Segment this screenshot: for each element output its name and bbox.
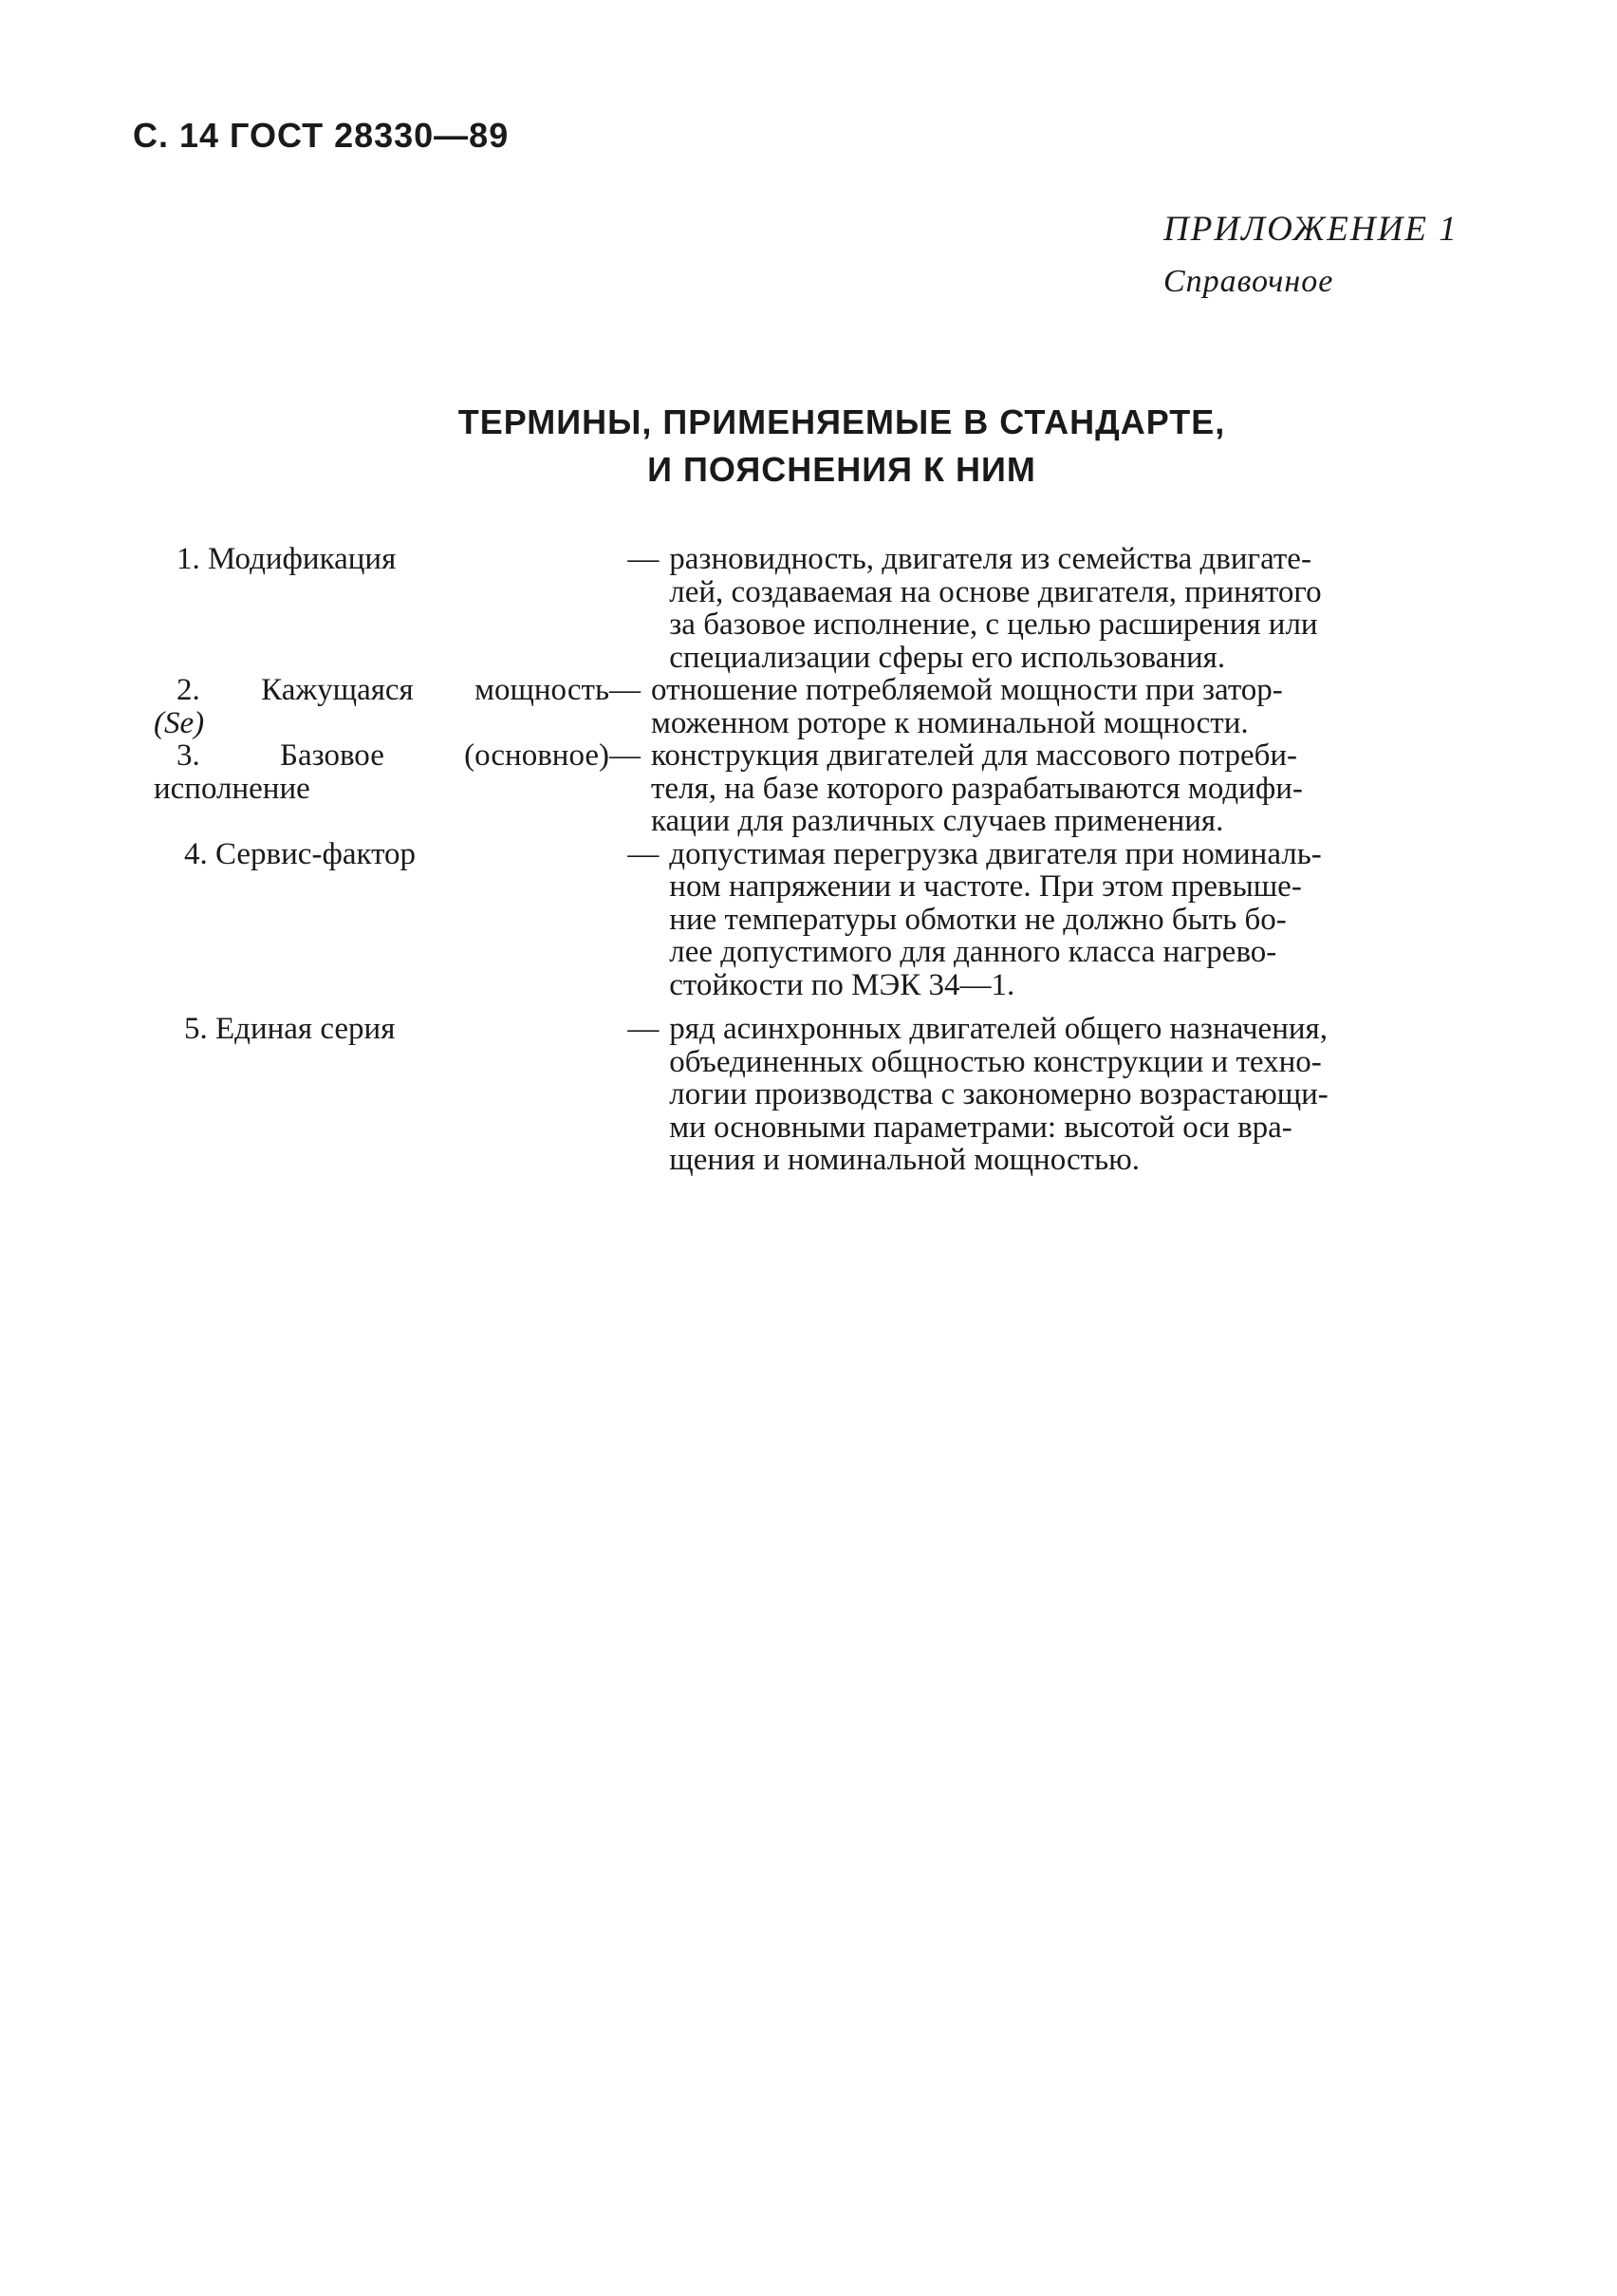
term-definition <box>669 543 1482 674</box>
definition-line: теля, на базе которого разрабатываются модифи- <box>651 771 1303 806</box>
definition-line: логии производства с закономерно возрастающи- <box>669 1077 1329 1111</box>
definition-line: лее допустимого для данного класса нагрево- <box>669 935 1277 969</box>
term-dash: — <box>609 673 641 707</box>
term-entry <box>154 739 1482 838</box>
definition-line: кации для различных случаев применения. <box>651 804 1224 838</box>
definition-line: ном напряжении и частоте. При этом превыше- <box>669 869 1302 904</box>
term-name <box>154 739 609 838</box>
term-definition <box>651 674 1465 739</box>
term-name-line: (Se) <box>154 705 205 740</box>
term-name <box>154 674 609 739</box>
term-dash: — <box>627 542 660 576</box>
definition-line: ряд асинхронных двигателей общего назначения, <box>669 1012 1328 1046</box>
term-name: 4. Сервис-фактор <box>184 836 417 871</box>
term-entry <box>154 674 1482 739</box>
definition-line: разновидность, двигателя из семейства двигате- <box>669 542 1311 576</box>
definition-line: объединенных общностью конструкции и техно- <box>669 1044 1322 1079</box>
section-title <box>0 399 1617 494</box>
title-line-1: ТЕРМИНЫ, ПРИМЕНЯЕМЫЕ В СТАНДАРТЕ, <box>457 402 1226 441</box>
definition-line: за базовое исполнение, с целью расширения или <box>669 607 1318 642</box>
term-dash: — <box>627 1012 660 1046</box>
definition-line: допустимая перегрузка двигателя при номиналь- <box>669 836 1322 871</box>
page-header: С. 14 ГОСТ 28330—89 <box>133 116 510 155</box>
term-name-line: исполнение <box>154 771 310 806</box>
term-definition <box>669 1013 1482 1177</box>
term-name-line: 2. Кажущаяся мощность <box>177 673 609 707</box>
definition-line: моженном роторе к номинальной мощности. <box>651 705 1249 740</box>
definition-line: лей, создаваемая на основе двигателя, принятого <box>669 574 1322 609</box>
term-definition <box>651 739 1465 838</box>
term-dash: — <box>627 836 660 871</box>
term-name: 1. Модификация <box>177 542 397 576</box>
term-entry <box>154 543 1482 674</box>
term-name: 5. Единая серия <box>184 1012 396 1046</box>
definition-line: стойкости по МЭК 34—1. <box>669 967 1015 1002</box>
annex-type: Справочное <box>1163 264 1334 299</box>
term-name-line: 3. Базовое (основное) <box>177 738 609 773</box>
annex-label: ПРИЛОЖЕНИЕ 1 <box>1163 210 1459 249</box>
term-entry <box>154 838 1482 1002</box>
terms-list <box>154 543 1482 1177</box>
definition-line: конструкция двигателей для массового потреби- <box>651 738 1298 773</box>
definition-line: щения и номинальной мощностью. <box>669 1143 1141 1177</box>
definition-line: специализации сферы его использования. <box>669 640 1226 675</box>
term-definition <box>669 838 1482 1002</box>
definition-line: отношение потребляемой мощности при затор- <box>651 673 1283 707</box>
term-entry <box>154 1013 1482 1177</box>
title-line-2: И ПОЯСНЕНИЯ К НИМ <box>647 450 1036 489</box>
definition-line: ние температуры обмотки не должно быть бо- <box>669 902 1287 937</box>
definition-line: ми основными параметрами: высотой оси вра- <box>669 1110 1292 1145</box>
term-dash: — <box>609 738 641 773</box>
